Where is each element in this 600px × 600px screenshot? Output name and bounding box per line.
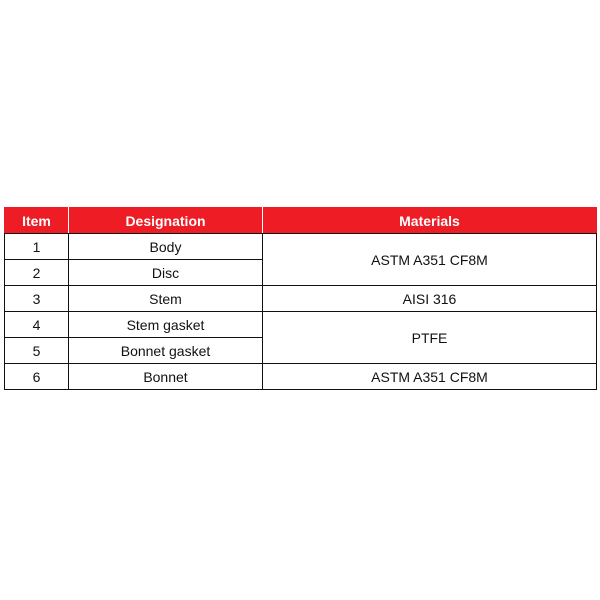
item-number: 6 (5, 364, 69, 390)
header-designation: Designation (69, 208, 263, 234)
table-row (5, 234, 597, 260)
table-row (5, 364, 597, 390)
header-item: Item (5, 208, 69, 234)
item-number: 5 (5, 338, 69, 364)
table-row (5, 286, 597, 312)
designation-cell: Stem (69, 286, 263, 312)
designation-cell: Body (69, 234, 263, 260)
item-number: 4 (5, 312, 69, 338)
designation-cell: Bonnet (69, 364, 263, 390)
table-header (5, 208, 597, 234)
item-number: 1 (5, 234, 69, 260)
material-cell: AISI 316 (263, 286, 597, 312)
table-row (5, 312, 597, 338)
material-cell: ASTM A351 CF8M (263, 234, 597, 286)
designation-cell: Disc (69, 260, 263, 286)
table-body (5, 234, 597, 390)
header-row (5, 208, 597, 234)
material-cell: ASTM A351 CF8M (263, 364, 597, 390)
material-cell: PTFE (263, 312, 597, 364)
item-number: 3 (5, 286, 69, 312)
item-number: 2 (5, 260, 69, 286)
header-materials: Materials (263, 208, 597, 234)
materials-table (4, 207, 597, 390)
designation-cell: Stem gasket (69, 312, 263, 338)
designation-cell: Bonnet gasket (69, 338, 263, 364)
